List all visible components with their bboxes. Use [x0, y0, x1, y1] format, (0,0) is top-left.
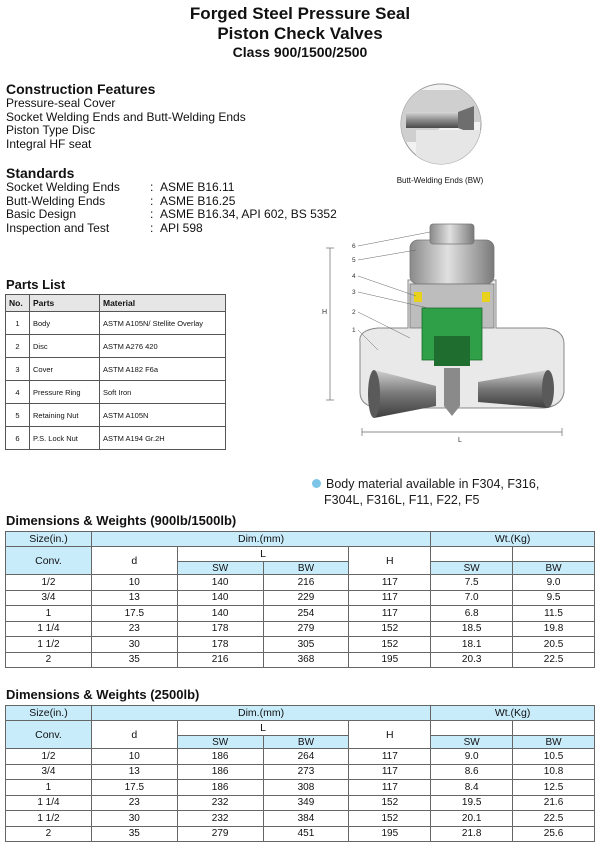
- title-class-line: Class 900/1500/2500: [232, 44, 368, 60]
- cell-weight-sw: 18.5: [431, 621, 513, 637]
- cell-weight-bw: 22.5: [513, 811, 595, 827]
- cell-bw: 368: [263, 652, 349, 668]
- table-header-row: [6, 295, 226, 312]
- cell-bw: 451: [263, 826, 349, 842]
- part-name: P.S. Lock Nut: [30, 427, 100, 450]
- dimensions-table-2500: [5, 705, 595, 842]
- part-no: 1: [6, 312, 30, 335]
- cell-bw: 229: [263, 590, 349, 606]
- cell-d: 23: [91, 621, 177, 637]
- part-no: 4: [6, 381, 30, 404]
- dim-l-label: L: [458, 437, 462, 444]
- part-material: ASTM A182 F6a: [100, 358, 226, 381]
- table-row: [6, 637, 595, 653]
- cell-size: 1: [6, 780, 92, 796]
- part-no: 3: [6, 358, 30, 381]
- page-header: [0, 4, 600, 61]
- cell-weight-bw: 9.5: [513, 590, 595, 606]
- cell-h: 152: [349, 637, 431, 653]
- col-header: Material: [100, 295, 226, 312]
- part-name: Disc: [30, 335, 100, 358]
- cell-size: 1: [6, 606, 92, 622]
- part-name: Retaining Nut: [30, 404, 100, 427]
- cell-d: 10: [91, 749, 177, 765]
- standard-value: ASME B16.11: [160, 180, 235, 194]
- cell-h: 117: [349, 764, 431, 780]
- weight-spacer-cell: [513, 547, 595, 562]
- table-row: [6, 749, 595, 765]
- cell-h: 152: [349, 621, 431, 637]
- l-header: L: [177, 547, 349, 562]
- header-row-2: [6, 721, 595, 736]
- cell-size: 1 1/2: [6, 811, 92, 827]
- standard-value: ASME B16.34, API 602, BS 5352: [160, 207, 337, 221]
- cell-weight-sw: 7.0: [431, 590, 513, 606]
- title-line-2: Piston Check Valves: [217, 24, 383, 43]
- table-row: [6, 606, 595, 622]
- parts-list-table: [5, 294, 226, 450]
- bw-caption: Butt-Welding Ends (BW): [396, 176, 484, 185]
- standard-key: Butt-Welding Ends: [6, 193, 106, 208]
- cell-weight-bw: 19.8: [513, 621, 595, 637]
- table-row: [6, 811, 595, 827]
- cell-d: 13: [91, 764, 177, 780]
- cell-size: 1/2: [6, 749, 92, 765]
- cell-bw: 305: [263, 637, 349, 653]
- standard-key: Basic Design: [6, 207, 77, 221]
- cell-weight-sw: 21.8: [431, 826, 513, 842]
- table-row: [6, 795, 595, 811]
- callout-label: 4: [352, 273, 356, 280]
- cell-weight-bw: 20.5: [513, 637, 595, 653]
- cell-d: 30: [91, 637, 177, 653]
- cell-h: 117: [349, 590, 431, 606]
- cell-sw: 279: [177, 826, 263, 842]
- body-material-line: F304L, F316L, F11, F22, F5: [324, 493, 480, 507]
- cell-weight-sw: 18.1: [431, 637, 513, 653]
- h-header: H: [349, 721, 431, 749]
- body-material-line: Body material available in F304, F316,: [326, 477, 540, 491]
- bw-header: BW: [263, 562, 349, 575]
- part-no: 6: [6, 427, 30, 450]
- table-row: [6, 335, 226, 358]
- cell-d: 35: [91, 652, 177, 668]
- cell-weight-bw: 21.6: [513, 795, 595, 811]
- standards-title: Standards: [6, 165, 75, 181]
- title-line-1: Forged Steel Pressure Seal: [189, 4, 411, 23]
- col-header: Parts: [30, 295, 100, 312]
- cell-d: 13: [91, 590, 177, 606]
- dimensions-table-900-1500: [5, 531, 595, 668]
- cell-h: 117: [349, 780, 431, 796]
- cell-bw: 308: [263, 780, 349, 796]
- cell-sw: 232: [177, 811, 263, 827]
- d-header: d: [91, 721, 177, 749]
- cell-d: 35: [91, 826, 177, 842]
- weight-spacer-cell: [431, 721, 513, 736]
- callout-label: 6: [352, 243, 356, 250]
- standard-value: API 598: [160, 220, 203, 235]
- part-material: ASTM A105N/ Stellite Overlay: [100, 312, 226, 335]
- cell-h: 117: [349, 749, 431, 765]
- cell-weight-bw: 25.6: [513, 826, 595, 842]
- cell-h: 117: [349, 606, 431, 622]
- cell-size: 1 1/4: [6, 795, 92, 811]
- part-material: ASTM A276 420: [100, 335, 226, 358]
- cell-sw: 140: [177, 590, 263, 606]
- table-row: [6, 381, 226, 404]
- standard-value: ASME B16.25: [160, 193, 236, 208]
- cell-sw: 140: [177, 575, 263, 591]
- table-row: [6, 764, 595, 780]
- cell-h: 195: [349, 652, 431, 668]
- cell-d: 10: [91, 575, 177, 591]
- cell-size: 2: [6, 652, 92, 668]
- sw-header: SW: [177, 562, 263, 575]
- cell-weight-bw: 11.5: [513, 606, 595, 622]
- standard-key: Inspection and Test: [6, 220, 110, 235]
- table-row: [6, 826, 595, 842]
- dim-table-title: Dimensions & Weights (900lb/1500lb): [6, 513, 237, 528]
- callout-label: 5: [352, 257, 356, 264]
- cell-weight-sw: 9.0: [431, 749, 513, 765]
- body-material-note: [312, 476, 597, 508]
- cell-sw: 140: [177, 606, 263, 622]
- butt-welding-detail-figure: [386, 82, 496, 166]
- cell-weight-bw: 10.5: [513, 749, 595, 765]
- callout-label: 2: [352, 309, 356, 316]
- construction-item: Integral HF seat: [6, 136, 92, 151]
- cell-size: 3/4: [6, 590, 92, 606]
- table-row: [6, 652, 595, 668]
- table-row: [6, 358, 226, 381]
- cell-h: 152: [349, 795, 431, 811]
- cell-sw: 178: [177, 621, 263, 637]
- table-row: [6, 312, 226, 335]
- cell-sw: 186: [177, 780, 263, 796]
- construction-title: Construction Features: [6, 81, 156, 97]
- cell-weight-sw: 8.4: [431, 780, 513, 796]
- part-no: 2: [6, 335, 30, 358]
- part-no: 5: [6, 404, 30, 427]
- part-material: Soft Iron: [100, 381, 226, 404]
- standard-key: Socket Welding Ends: [6, 180, 120, 194]
- cell-size: 1 1/4: [6, 621, 92, 637]
- table-row: [6, 575, 595, 591]
- dim-h-label: H: [322, 309, 328, 316]
- part-name: Body: [30, 312, 100, 335]
- weight-sw-header: SW: [431, 736, 513, 749]
- construction-features: [6, 82, 366, 151]
- cell-sw: 178: [177, 637, 263, 653]
- dim-header: Dim.(mm): [91, 532, 430, 547]
- cell-d: 17.5: [91, 780, 177, 796]
- table-row: [6, 621, 595, 637]
- weight-spacer-cell: [431, 547, 513, 562]
- construction-item: Piston Type Disc: [6, 123, 96, 137]
- cell-sw: 186: [177, 764, 263, 780]
- cell-d: 17.5: [91, 606, 177, 622]
- cell-bw: 254: [263, 606, 349, 622]
- size-header: Size(in.): [6, 532, 92, 547]
- cell-size: 2: [6, 826, 92, 842]
- col-header: No.: [6, 295, 30, 312]
- cell-h: 152: [349, 811, 431, 827]
- cell-weight-bw: 10.8: [513, 764, 595, 780]
- cell-h: 195: [349, 826, 431, 842]
- cell-size: 1/2: [6, 575, 92, 591]
- bullet-icon: [312, 479, 321, 488]
- part-material: ASTM A194 Gr.2H: [100, 427, 226, 450]
- cell-weight-sw: 19.5: [431, 795, 513, 811]
- part-name: Cover: [30, 358, 100, 381]
- weight-bw-header: BW: [513, 562, 595, 575]
- cell-d: 30: [91, 811, 177, 827]
- cell-weight-bw: 12.5: [513, 780, 595, 796]
- table-row: [6, 404, 226, 427]
- construction-item: Socket Welding Ends and Butt-Welding Ends: [6, 109, 246, 124]
- cell-sw: 186: [177, 749, 263, 765]
- cell-h: 117: [349, 575, 431, 591]
- conv-header: Conv.: [6, 547, 92, 575]
- dim-table-title: Dimensions & Weights (2500lb): [6, 687, 200, 702]
- size-header: Size(in.): [6, 706, 92, 721]
- cell-bw: 273: [263, 764, 349, 780]
- standard-row: Inspection and Test : API 598: [6, 220, 203, 235]
- standard-row: Socket Welding Ends : ASME B16.11: [6, 180, 235, 194]
- standard-row: Butt-Welding Ends : ASME B16.25: [6, 193, 236, 208]
- table-row: [6, 780, 595, 796]
- cell-weight-sw: 20.3: [431, 652, 513, 668]
- weight-bw-header: BW: [513, 736, 595, 749]
- cell-sw: 232: [177, 795, 263, 811]
- cell-weight-sw: 20.1: [431, 811, 513, 827]
- cell-bw: 264: [263, 749, 349, 765]
- bw-header: BW: [263, 736, 349, 749]
- table-row: [6, 590, 595, 606]
- weight-header: Wt.(Kg): [431, 532, 595, 547]
- weight-spacer-cell: [513, 721, 595, 736]
- l-header: L: [177, 721, 349, 736]
- cell-weight-sw: 6.8: [431, 606, 513, 622]
- valve-cross-section-figure: [318, 210, 600, 478]
- standard-row: Basic Design : ASME B16.34, API 602, BS 5352: [6, 207, 337, 221]
- header-row-1: [6, 706, 595, 721]
- cell-weight-sw: 7.5: [431, 575, 513, 591]
- cell-bw: 279: [263, 621, 349, 637]
- cell-weight-bw: 9.0: [513, 575, 595, 591]
- cell-size: 3/4: [6, 764, 92, 780]
- header-row-2: [6, 547, 595, 562]
- construction-item: Pressure-seal Cover: [6, 96, 116, 110]
- callout-label: 1: [352, 327, 356, 334]
- cell-size: 1 1/2: [6, 637, 92, 653]
- part-name: Pressure Ring: [30, 381, 100, 404]
- d-header: d: [91, 547, 177, 575]
- h-header: H: [349, 547, 431, 575]
- cell-bw: 216: [263, 575, 349, 591]
- conv-header: Conv.: [6, 721, 92, 749]
- weight-header: Wt.(Kg): [431, 706, 595, 721]
- cell-weight-sw: 8.6: [431, 764, 513, 780]
- table-row: [6, 427, 226, 450]
- parts-list-title: Parts List: [6, 277, 66, 292]
- dim-header: Dim.(mm): [91, 706, 430, 721]
- part-material: ASTM A105N: [100, 404, 226, 427]
- sw-header: SW: [177, 736, 263, 749]
- cell-weight-bw: 22.5: [513, 652, 595, 668]
- cell-sw: 216: [177, 652, 263, 668]
- cell-bw: 384: [263, 811, 349, 827]
- cell-d: 23: [91, 795, 177, 811]
- callout-label: 3: [352, 289, 356, 296]
- weight-sw-header: SW: [431, 562, 513, 575]
- cell-bw: 349: [263, 795, 349, 811]
- header-row-1: [6, 532, 595, 547]
